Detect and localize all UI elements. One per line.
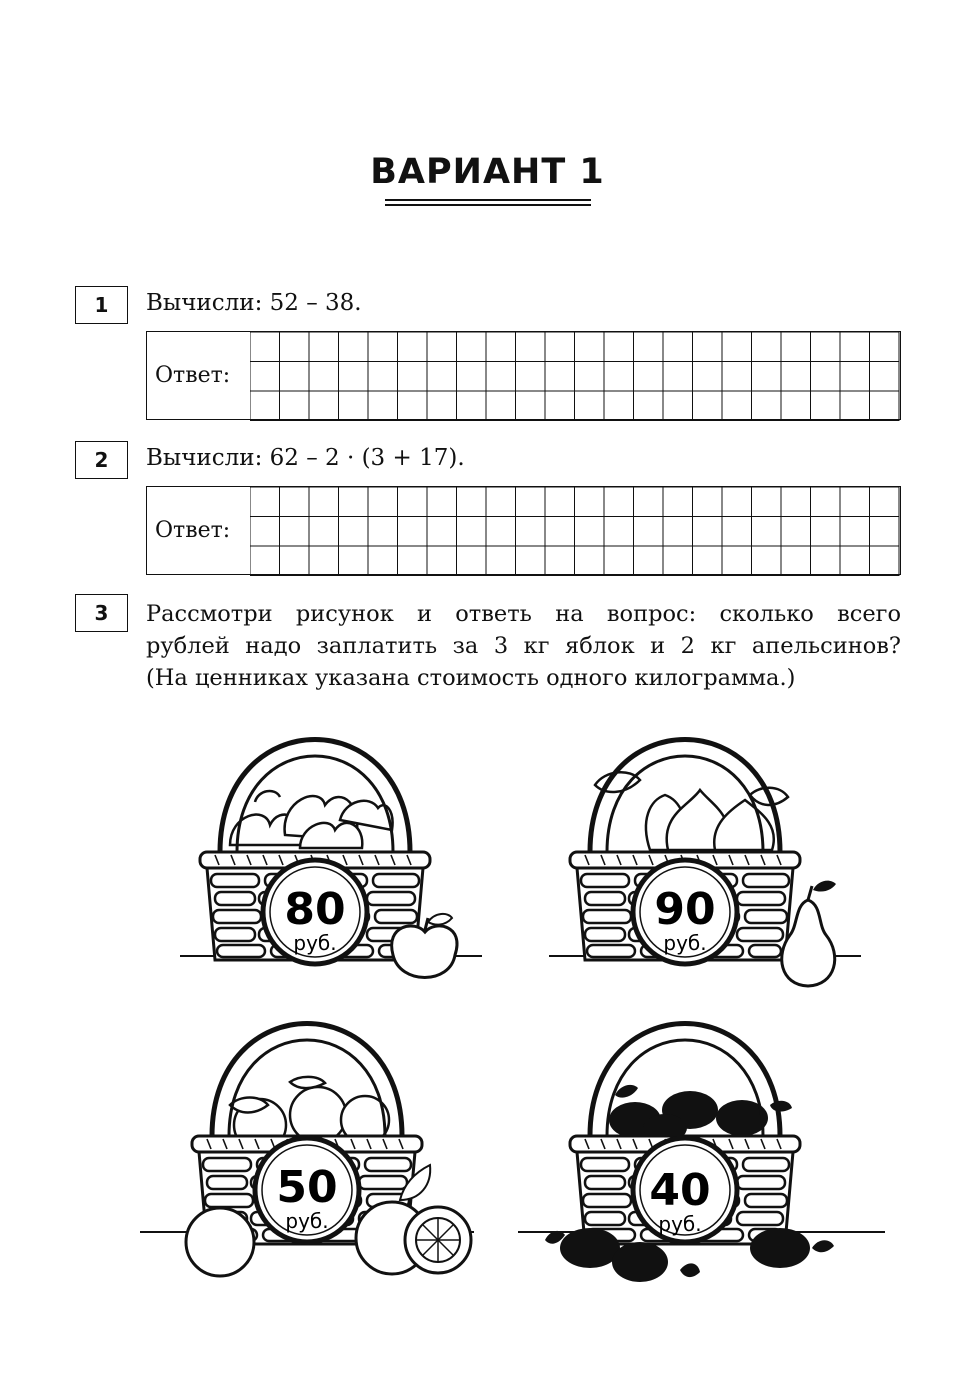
answer-label: Ответ:	[155, 518, 231, 543]
price-apples: 80	[284, 884, 346, 935]
price-oranges: 50	[276, 1162, 338, 1213]
task-number-1: 1	[75, 286, 128, 324]
task-number-3: 3	[75, 594, 128, 632]
task-3-line-2: рублей надо заплатить за 3 кг яблок и 2 кг апельсинов?	[146, 633, 901, 659]
plum-basket	[518, 1024, 885, 1283]
price-unit-apples: руб.	[293, 931, 337, 955]
apple-basket	[180, 740, 482, 978]
task-3-line-3: (На ценниках указана стоимость одного килограмма.)	[146, 665, 796, 691]
price-unit-oranges: руб.	[285, 1209, 329, 1233]
price-plums: 40	[649, 1165, 711, 1216]
answer-label: Ответ:	[155, 363, 231, 388]
price-pears: 90	[654, 884, 716, 935]
price-unit-plums: руб.	[658, 1212, 702, 1236]
pear-basket	[549, 740, 861, 987]
task-3-line-1: Рассмотри рисунок и ответь на вопрос: сколько всего	[146, 601, 901, 627]
orange-basket	[140, 1024, 474, 1277]
task-2-text: Вычисли: 62 – 2 · (3 + 17).	[146, 445, 465, 471]
task-number-2: 2	[75, 441, 128, 479]
price-unit-pears: руб.	[663, 931, 707, 955]
page-title: ВАРИАНТ 1	[370, 152, 605, 192]
task-1-text: Вычисли: 52 – 38.	[146, 290, 362, 316]
